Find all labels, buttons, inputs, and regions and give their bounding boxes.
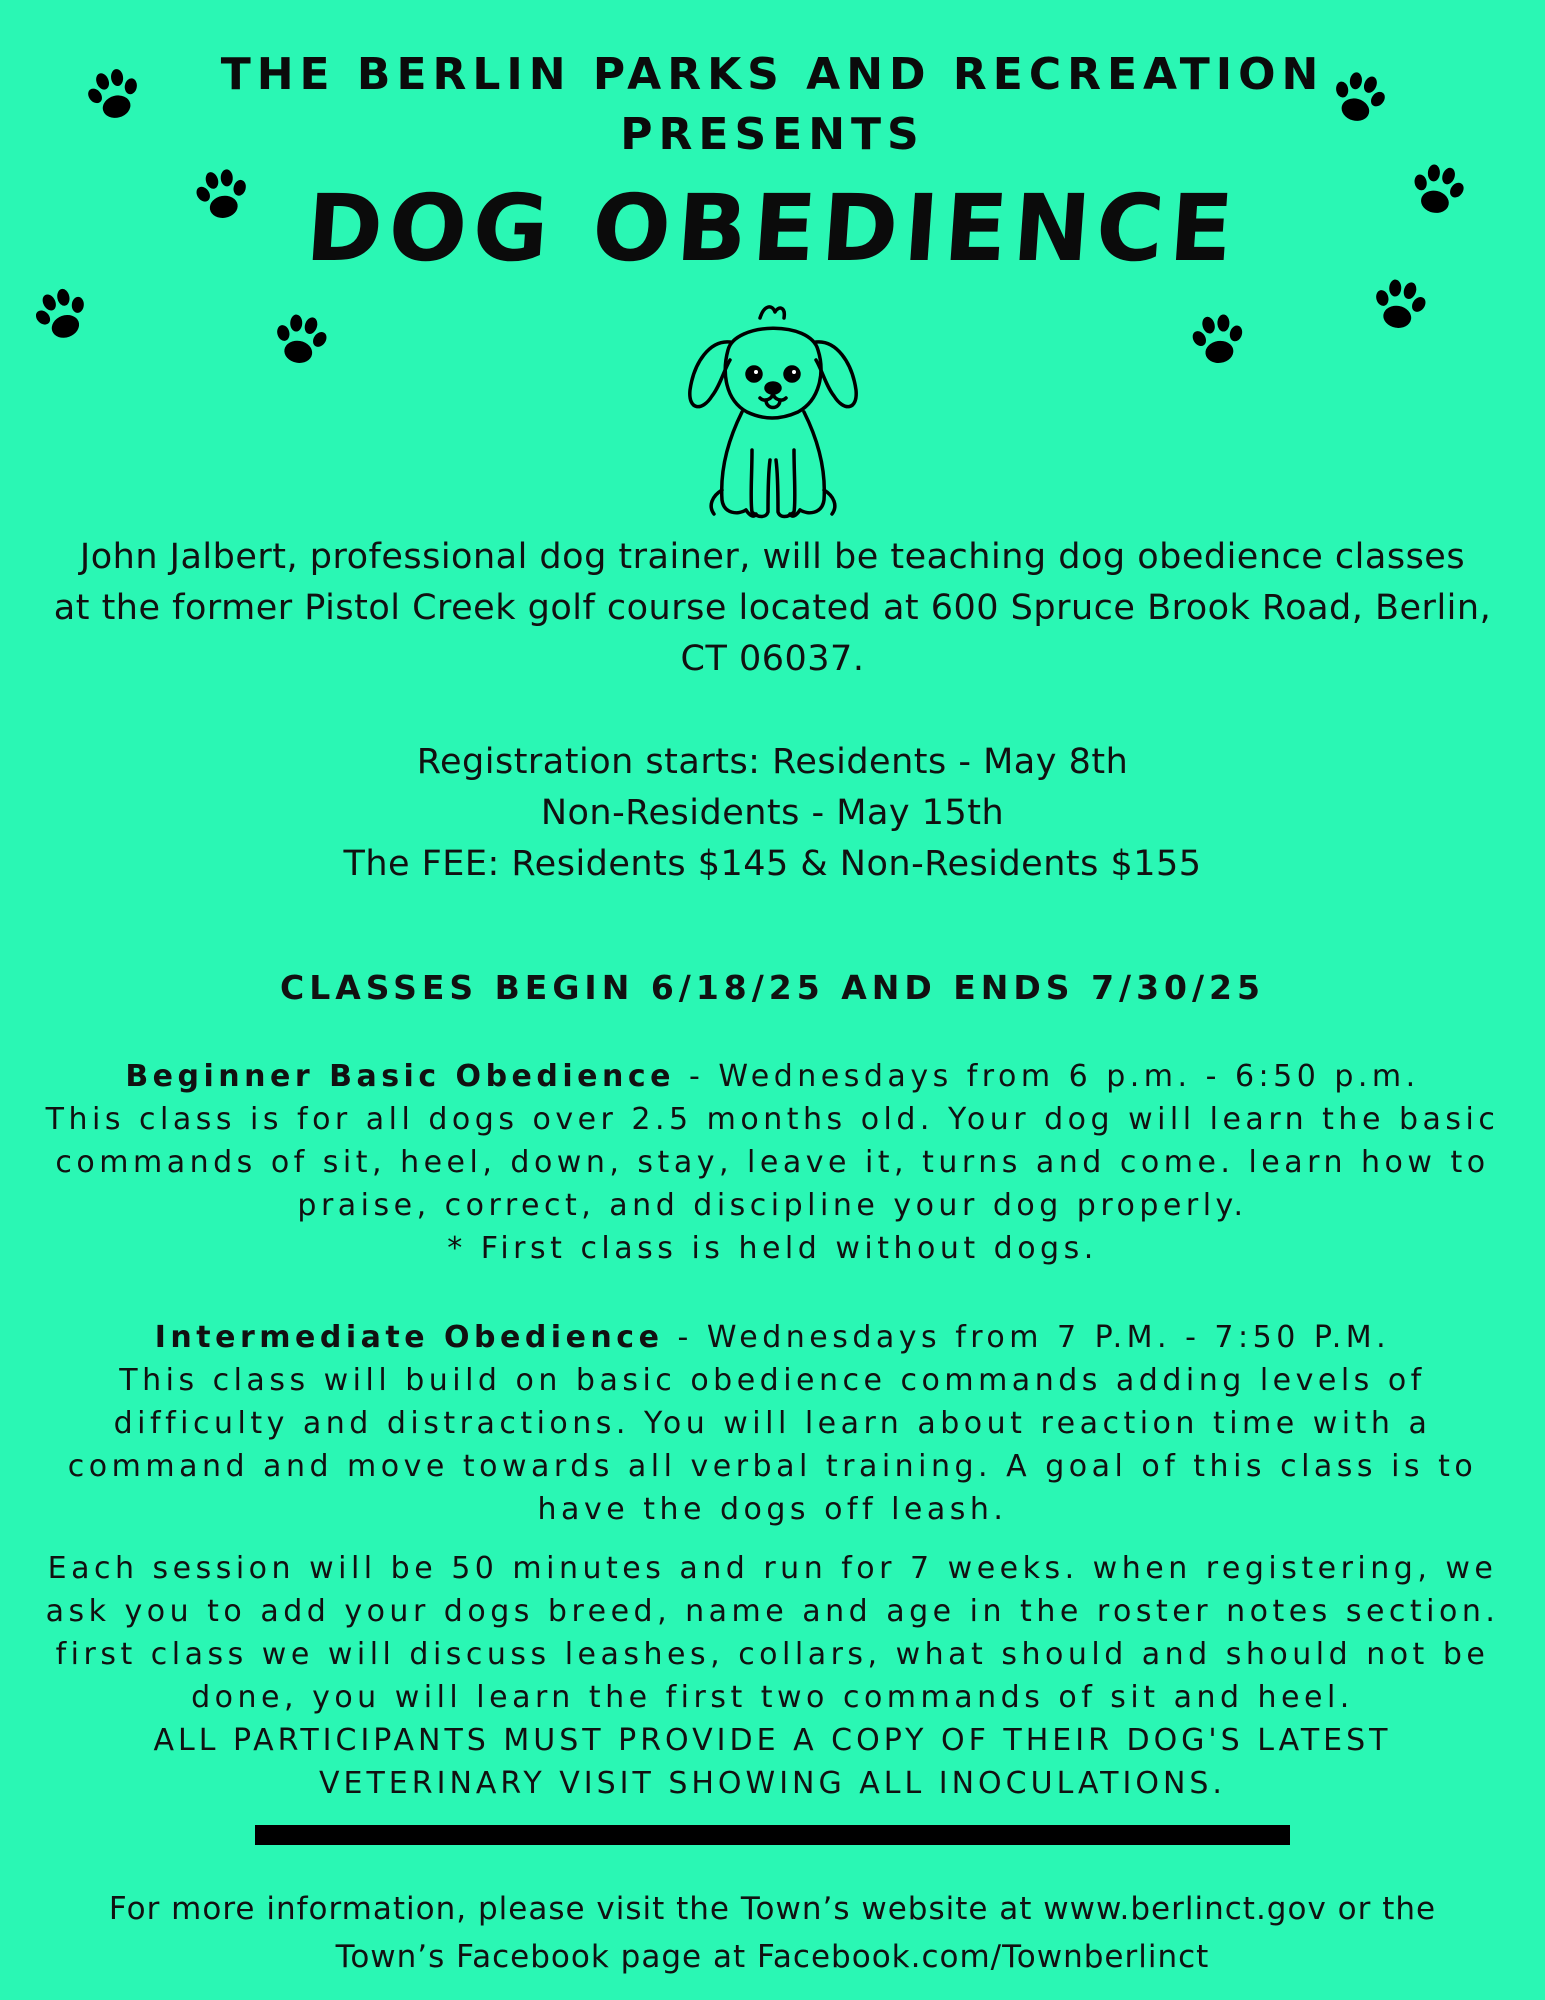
classes-dates-heading: CLASSES BEGIN 6/18/25 AND ENDS 7/30/25 xyxy=(280,968,1265,1007)
session-info: first class we will discuss leashes, collars, what should and should not be xyxy=(55,1637,1490,1672)
session-info: done, you will learn the first two commands of sit and heel. xyxy=(191,1680,1354,1715)
intermediate-description: command and move towards all verbal training. A goal of this class is to xyxy=(67,1449,1478,1484)
beginner-description: praise, correct, and discipline your dog properly. xyxy=(297,1188,1248,1223)
intermediate-schedule: - Wednesdays from 7 P.M. - 7:50 P.M. xyxy=(663,1320,1391,1355)
beginner-description: commands of sit, heel, down, stay, leave it, turns and come. learn how to xyxy=(55,1145,1490,1180)
intro-line: John Jalbert, professional dog trainer, will be teaching dog obedience classes xyxy=(79,537,1466,577)
beginner-description: This class is for all dogs over 2.5 months old. Your dog will learn the basic xyxy=(45,1102,1500,1137)
paw-print-icon xyxy=(263,305,337,379)
paw-print-icon xyxy=(21,276,103,358)
vaccination-requirement: ALL PARTICIPANTS MUST PROVIDE A COPY OF THEIR DOG'S LATEST xyxy=(153,1723,1392,1758)
puppy-illustration xyxy=(680,300,865,525)
intermediate-description: This class will build on basic obedience commands adding levels of xyxy=(119,1363,1426,1398)
session-info: ask you to add your dogs breed, name and age in the roster notes section. xyxy=(45,1594,1500,1629)
page-title: DOG OBEDIENCE xyxy=(302,175,1243,282)
paw-print-icon xyxy=(1182,306,1254,378)
beginner-note: * First class is held without dogs. xyxy=(447,1231,1098,1266)
intermediate-heading xyxy=(0,1316,1545,1359)
beginner-heading xyxy=(0,1055,1545,1098)
presenter-line: THE BERLIN PARKS AND RECREATION xyxy=(220,49,1325,100)
intermediate-description: difficulty and distractions. You will learn about reaction time with a xyxy=(113,1406,1432,1441)
registration-residents: Registration starts: Residents - May 8th xyxy=(416,742,1129,782)
intro-line: at the former Pistol Creek golf course located at 600 Spruce Brook Road, Berlin, xyxy=(53,588,1492,628)
vaccination-requirement: VETERINARY VISIT SHOWING ALL INOCULATIONS. xyxy=(319,1766,1226,1801)
divider xyxy=(255,1825,1290,1845)
beginner-schedule: - Wednesdays from 6 p.m. - 6:50 p.m. xyxy=(674,1059,1420,1094)
intermediate-class-name: Intermediate Obedience xyxy=(154,1320,664,1355)
session-info: Each session will be 50 minutes and run for 7 weeks. when registering, we xyxy=(47,1551,1498,1586)
registration-nonresidents: Non-Residents - May 15th xyxy=(540,793,1005,833)
footer-info: Town’s Facebook page at Facebook.com/Townberlinct xyxy=(335,1939,1210,1975)
presents-line: PRESENTS xyxy=(620,109,925,160)
beginner-class-name: Beginner Basic Obedience xyxy=(125,1059,675,1094)
intermediate-description: have the dogs off leash. xyxy=(537,1492,1008,1527)
registration-fee: The FEE: Residents $145 & Non-Residents $155 xyxy=(343,844,1202,884)
footer-info: For more information, please visit the Town’s website at www.berlinct.gov or the xyxy=(108,1891,1437,1927)
intro-line: CT 06037. xyxy=(680,639,865,679)
